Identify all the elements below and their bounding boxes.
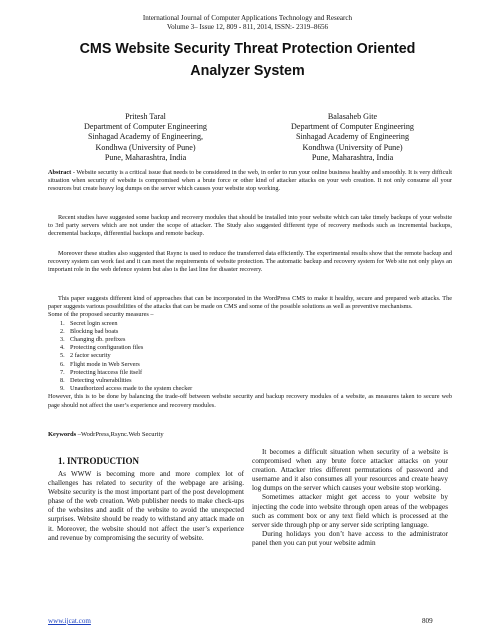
author-department: Department of Computer Engineering xyxy=(291,122,414,132)
author-department: Department of Computer Engineering xyxy=(84,122,207,132)
abstract-conclusion: However, this is to be done by balancing the trade-off between website security and backup recovery modules of a website, as measures taken to secure web page should not affect the user’s experience and recovery modules. xyxy=(48,393,452,409)
list-item: 3. Changing db. prefixes xyxy=(60,336,126,344)
keywords-text: –WodrPress,Rsync.Web Security xyxy=(77,431,164,438)
keywords xyxy=(48,431,164,439)
abstract-label: Abstract xyxy=(48,169,72,176)
abstract-paragraph-4 xyxy=(48,295,452,410)
paper-title-line-1: CMS Website Security Threat Protection Oriented xyxy=(79,41,416,57)
author-name: Pritesh Taral xyxy=(125,112,166,121)
list-item: 8. Detecting vulnerabilities xyxy=(60,377,132,385)
author-institute: Sinhagad Academy of Engineering xyxy=(295,132,410,142)
journal-header xyxy=(0,14,495,32)
body-paragraph: It becomes a difficult situation when security of a website is compromised when any brute force attacker attacks on your creation. Attacker tries different permutations of password and username and it also consumes all your resources and create heavy log dumps on the server which causes your website stop working. xyxy=(252,448,448,493)
paper-title-line-2: Analyzer System xyxy=(190,63,305,79)
list-item: 6. Flight mode in Web Servers xyxy=(60,360,140,368)
author-block-1 xyxy=(38,112,253,163)
left-column xyxy=(48,448,244,543)
abstract-paragraph-1 xyxy=(48,169,452,194)
section-heading: 1. INTRODUCTION xyxy=(58,456,140,466)
measures-intro: Some of the proposed security measures – xyxy=(48,311,154,319)
page-number: 809 xyxy=(422,617,433,625)
body-paragraph: As WWW is becoming more and more complex lot of challenges has related to security of the webpage are arising. Website security is the most important part of the post development phase of the web creation. Web publisher needs to make check-ups of the websites and audit of the website to avoid the unexpected surprises. Website should be ready to withstand any attack made on it. Moreover, the website should not affect the user’s experience and revenue by compromising the security of website. xyxy=(48,470,244,542)
list-item: 4. Protecting configuration files xyxy=(60,344,144,352)
journal-name: International Journal of Computer Applications Technology and Research xyxy=(142,14,353,22)
body-paragraph: Sometimes attacker might get access to your website by injecting the code into website through open areas of the webpages such as comment box or any text field which is processed at the server side through php or any server side scripting language. xyxy=(252,493,448,529)
author-block-2 xyxy=(245,112,460,163)
list-item: 2. Blocking bad boats xyxy=(60,327,119,335)
right-column xyxy=(252,448,448,548)
security-measures-list xyxy=(60,320,452,394)
author-city: Pune, Maharashtra, India xyxy=(104,152,187,162)
author-university: Kondhwa (University of Pune) xyxy=(95,142,196,152)
abstract-paragraph-2 xyxy=(48,214,452,239)
list-item: 9. Unauthorized access made to the system checker xyxy=(60,385,193,393)
list-item: 5. 2 factor security xyxy=(60,352,111,360)
author-city: Pune, Maharashtra, India xyxy=(311,152,394,162)
author-institute: Sinhagad Academy of Engineering, xyxy=(87,132,204,142)
keywords-label: Keywords xyxy=(48,431,77,438)
abstract-text: Recent studies have suggested some backup and recovery modules that should be installed into your website which can take timely backups of your website to 3rd party servers which are not under the scope of attacker. The Study also suggested different type of recovery methods such as incremental backups, decremental backups, differential backups and remote backup. xyxy=(48,214,452,238)
journal-volume: Volume 3– Issue 12, 809 - 811, 2014, ISSN:- 2319–8656 xyxy=(166,23,329,31)
paper-title xyxy=(0,38,495,82)
author-name: Balasaheb Gite xyxy=(327,112,378,121)
abstract-text: - Website security is a critical issue that needs to be considered in the web, in order to run your online business healthy and smoothly. It is very difficult situation when security of website is compromised when a brute force or other kind of attacker attacks on your web creation. It not only consume all your resources but create heavy log dumps on the server which causes your website stop working. xyxy=(48,169,453,193)
abstract-text: Moreover these studies also suggested that Rsync is used to reduce the transferred data efficiently. The experimental results show that the remote backup and recovery system can work fast and it can meet the requirements of website protection. The automatic backup and recovery system for Web site not only plays an important role in the web defence system but also is the last line for disaster recovery. xyxy=(48,250,452,274)
body-paragraph: During holidays you don’t have access to the administrator panel then you can put your website admin xyxy=(252,529,448,547)
abstract-paragraph-3 xyxy=(48,250,452,275)
abstract-text: This paper suggests different kind of approaches that can be incorporated in the WordPress CMS to make it healthy, secure and prepared web attacks. The paper suggests various possibilities of the attacks that can be made on CMS and some of the possible solutions as well as preventive mechanisms. xyxy=(48,295,452,311)
list-item: 7. Protecting htaccess file itself xyxy=(60,368,143,376)
footer-url[interactable]: www.ijcat.com xyxy=(48,617,91,625)
author-university: Kondhwa (University of Pune) xyxy=(302,142,403,152)
list-item: 1. Secret login screen xyxy=(60,319,118,327)
